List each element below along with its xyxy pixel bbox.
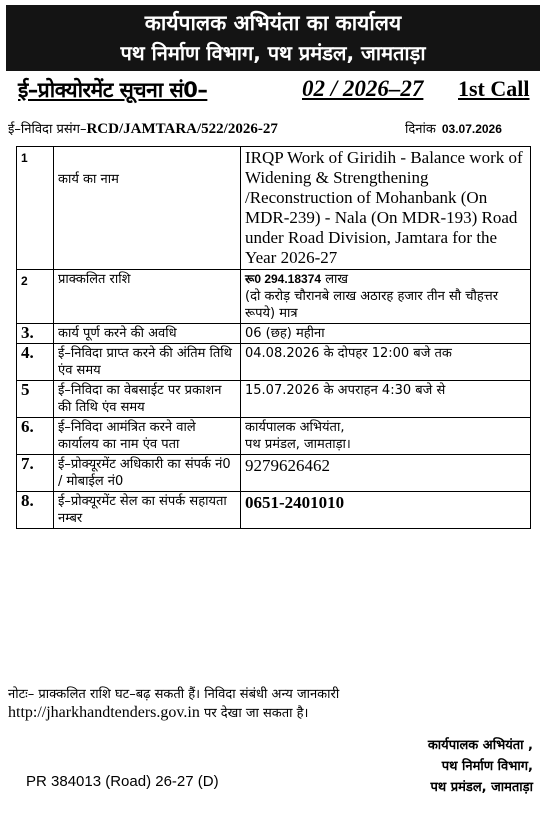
row-label: ई–प्रोक्यूरमेंट सेल का संपर्क सहायता नम्बर: [54, 492, 241, 529]
row-label: प्राक्कलित राशि: [54, 270, 241, 324]
footnote-line2: [8, 704, 540, 723]
row-number: 8.: [17, 492, 54, 529]
row-label: [54, 147, 241, 270]
amount-in-words: (दो करोड़ चौरानबे लाख अठारह हजार तीन सौ चौहत्तर रूपये) मात्र: [245, 289, 499, 321]
footnote-line1: नोटः– प्राक्कलित राशि घट–बढ़ सकती हैं। निविदा संबंधी अन्य जानकारी: [8, 687, 340, 702]
row-label: ई–निविदा प्राप्त करने की अंतिम तिथि एंव समय: [54, 344, 241, 381]
office-address-line2: पथ प्रमंडल, जामताड़ा।: [245, 437, 351, 452]
notice-date-value: 03.07.2026: [441, 122, 502, 136]
amount-unit: लाख: [325, 272, 349, 287]
office-address-value: [241, 418, 531, 455]
signature-block: [428, 735, 533, 798]
table-row: [17, 147, 531, 270]
completion-period-value: 06 (छह) महीना: [241, 324, 531, 344]
notice-number: 02 / 2026–27: [302, 76, 424, 101]
notice-date: [405, 119, 502, 137]
table-row: [17, 324, 531, 344]
row-label: ई–निविदा आमंत्रित करने वाले कार्यालय का नाम एंव पता: [54, 418, 241, 455]
estimated-amount-value: [241, 270, 531, 324]
table-row: [17, 455, 531, 492]
row-label-text: कार्य का नाम: [58, 172, 119, 187]
tender-website-link[interactable]: http://jharkhandtenders.gov.in: [8, 704, 200, 721]
row-number: 4.: [17, 344, 54, 381]
table-row: [17, 270, 531, 324]
row-label: ई–प्रोक्यूरमेंट अधिकारी का संपर्क नं0 / मोबाईल नं0: [54, 455, 241, 492]
row-number: 2: [17, 270, 54, 324]
publication-date-value: 15.07.2026 के अपराहन 4:30 बजे से: [241, 381, 531, 418]
tender-reference-label: ई–निविदा प्रसंग–: [8, 122, 87, 137]
work-name-value: IRQP Work of Giridih - Balance work of Widening & Strengthening /Reconstruction of Mohanbank (On MDR-239) - Nala (On MDR-193) Road under Road Division, Jamtara for the Year 2026-27: [241, 147, 531, 270]
amount-figure: रू0 294.18374: [245, 272, 322, 286]
row-number: 5: [17, 381, 54, 418]
tender-reference-code: RCD/JAMTARA/522/2026-27: [86, 121, 278, 137]
header-office-title: कार्यपालक अभियंता का कार्यालय: [144, 11, 402, 35]
notice-title: [6, 76, 540, 104]
last-date-value: 04.08.2026 के दोपहर 12:00 बजे तक: [241, 344, 531, 381]
signature-line3: पथ प्रमंडल, जामताड़ा: [430, 780, 533, 795]
table-row: [17, 344, 531, 381]
row-label: कार्य पूर्ण करने की अवधि: [54, 324, 241, 344]
row-number: 6.: [17, 418, 54, 455]
table-row: [17, 418, 531, 455]
tender-reference: [8, 119, 278, 138]
officer-contact-value: 9279626462: [241, 455, 531, 492]
tender-details-table: [16, 146, 531, 529]
table-row: [17, 492, 531, 529]
pr-number: PR 384013 (Road) 26-27 (D): [26, 773, 219, 790]
office-header: [6, 5, 540, 71]
footnote-line2-rest: पर देखा जा सकता है।: [199, 706, 309, 721]
notice-date-label: दिनांक: [405, 122, 436, 137]
table-row: [17, 381, 531, 418]
tender-reference-line: [8, 119, 538, 139]
signature-line1: कार्यपालक अभियंता ,: [427, 738, 533, 753]
helpdesk-number-value: 0651-2401010: [241, 492, 531, 529]
notice-title-hindi: ई–प्रोक्योरमेंट सूचना सं0–: [18, 78, 208, 102]
row-number: 1: [17, 147, 54, 270]
footnote: [8, 686, 540, 723]
row-label: ई–निविदा का वेबसाईट पर प्रकाशन की तिथि एंव समय: [54, 381, 241, 418]
call-label: 1st Call: [458, 76, 530, 101]
row-number: 7.: [17, 455, 54, 492]
office-address-line1: कार्यपालक अभियंता,: [245, 420, 345, 435]
signature-line2: पथ निर्माण विभाग,: [441, 759, 533, 774]
header-department: पथ निर्माण विभाग, पथ प्रमंडल, जामताड़ा: [120, 41, 426, 65]
row-number: 3.: [17, 324, 54, 344]
